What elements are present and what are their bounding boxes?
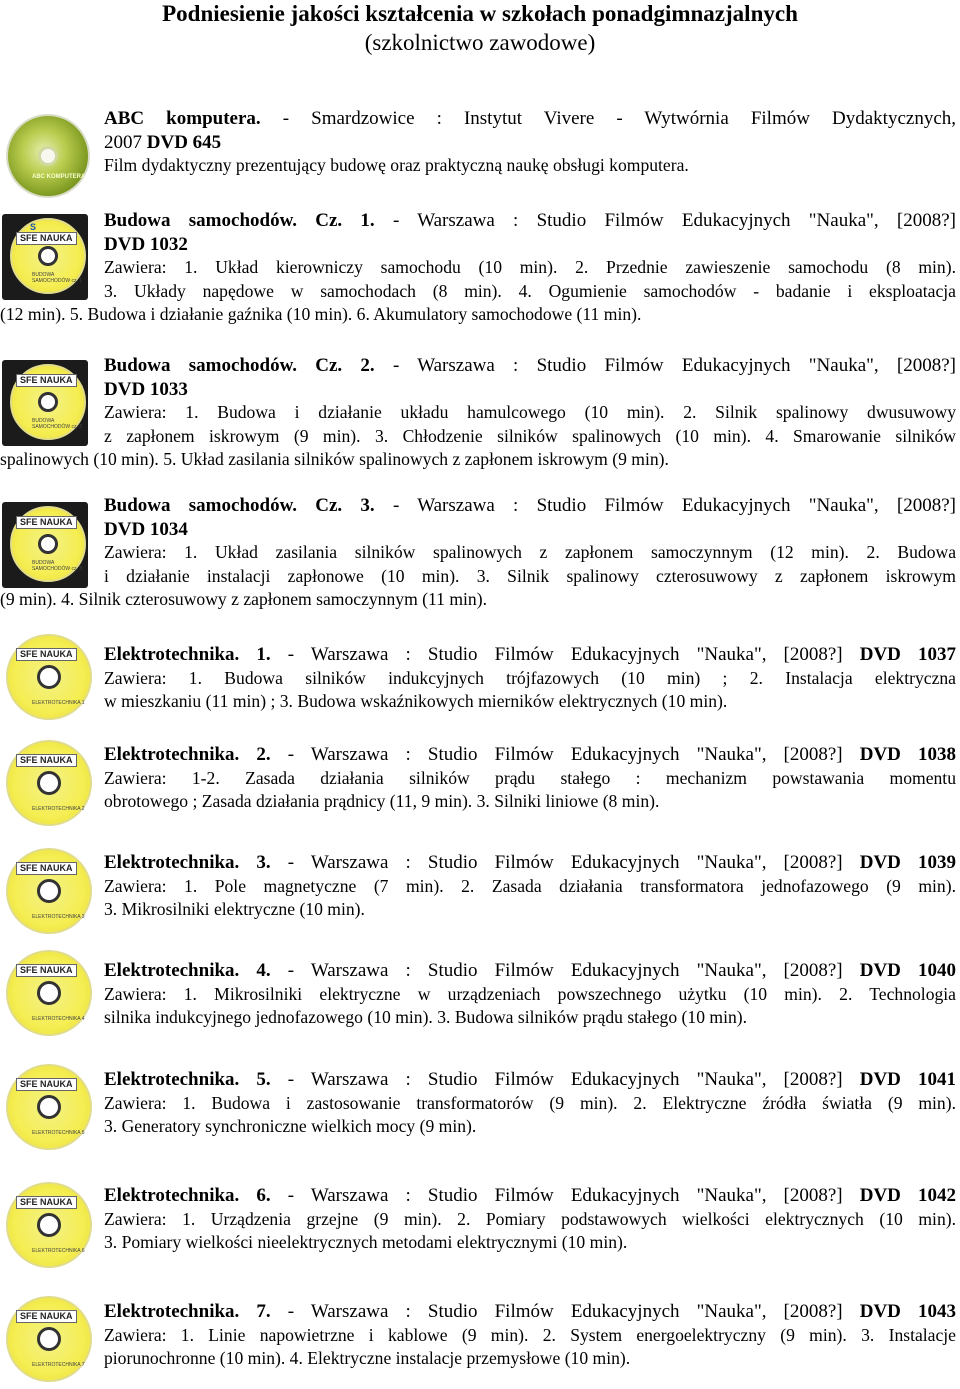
entry-elektrotechnika-7 [0,1300,960,1380]
entry-description: (9 min). 4. Silnik czterosuwowy z zapłonem samoczynnym (11 min). [0,589,487,609]
entry-description: w mieszkaniu (11 min) ; 3. Budowa wskaźnikowych mierników elektrycznych (10 min). [104,691,728,711]
entry-description: Zawiera: 1. Urządzenia grzejne (9 min). 2. Pomiary podstawowych wielkości elektrycznych (10 min). [104,1208,956,1229]
page-subtitle: (szkolnictwo zawodowe) [364,30,596,55]
entry-heading: Elektrotechnika. 4. - Warszawa : Studio Filmów Edukacyjnych "Nauka", [2008?] DVD 1040 [104,960,956,981]
entry-elektrotechnika-4 [0,959,960,1039]
entry-abc-komputera [0,107,960,187]
entry-description: Zawiera: 1. Układ kierowniczy samochodu (10 min). 2. Przednie zawieszenie samochodu (8 min). [104,257,956,277]
entry-description: Zawiera: 1. Budowa silników indukcyjnych trójfazowych (10 min) ; 2. Instalacja elektryczna [104,667,956,688]
dvd-cover-elektrotechnika-4: SFE NAUKA ELEKTROTECHNIKA 4 [2,948,94,1040]
entry-dvd: DVD 1032 [104,233,188,255]
dvd-cover-elektrotechnika-6: SFE NAUKA ELEKTROTECHNIKA 6 [2,1180,94,1272]
entry-heading: Budowa samochodów. Cz. 2. - Warszawa : Studio Filmów Edukacyjnych "Nauka", [2008?] [104,355,956,376]
entry-description: Zawiera: 1. Linie napowietrzne i kablowe (9 min). 2. System energoelektryczny (9 min). 3. Instalacje [104,1324,956,1345]
entry-description: Zawiera: 1-2. Zasada działania silników prądu stałego : mechanizm powstawania momentu [104,767,956,788]
disc-label: ABC KOMPUTERA [32,174,86,180]
entry-description: spalinowych (10 min). 5. Układ zasilania silników spalinowych z zapłonem iskrowym (9 min). [0,449,669,469]
entry-description: Film dydaktyczny prezentujący budowę oraz praktyczną naukę obsługi komputera. [104,155,689,175]
entry-elektrotechnika-3 [0,851,960,931]
entry-elektrotechnika-1 [0,643,960,723]
entry-heading: Budowa samochodów. Cz. 1. - Warszawa : Studio Filmów Edukacyjnych "Nauka", [2008?] [104,210,956,231]
entry-description: 3. Generatory synchroniczne wielkich mocy (9 min). [104,1116,477,1136]
entry-heading: Elektrotechnika. 6. - Warszawa : Studio Filmów Edukacyjnych "Nauka", [2008?] DVD 1042 [104,1185,956,1206]
entry-description: piorunochronne (10 min). 4. Elektryczne instalacje przemysłowe (10 min). [104,1348,631,1368]
entry-heading: Elektrotechnika. 2. - Warszawa : Studio Filmów Edukacyjnych "Nauka", [2008?] DVD 1038 [104,744,956,765]
entry-elektrotechnika-2 [0,743,960,823]
entry-budowa-samochodow-2 [0,354,960,474]
entry-budowa-samochodow-3 [0,494,960,614]
entry-dvd: DVD 1034 [104,518,188,540]
dvd-cover-car-2: SFE NAUKA BUDOWA SAMOCHODÓW cz. 2 [2,356,90,448]
entry-description: z zapłonem iskrowym (9 min). 3. Chłodzenie silników spalinowych (10 min). 4. Smarowanie silników [104,425,956,446]
entry-heading: Elektrotechnika. 7. - Warszawa : Studio Filmów Edukacyjnych "Nauka", [2008?] DVD 1043 [104,1301,956,1322]
entry-dvd: 2007 DVD 645 [104,131,222,153]
entry-elektrotechnika-6 [0,1184,960,1264]
entry-heading: Elektrotechnika. 5. - Warszawa : Studio Filmów Edukacyjnych "Nauka", [2008?] DVD 1041 [104,1069,956,1090]
entry-description: 3. Mikrosilniki elektryczne (10 min). [104,899,365,919]
entry-description: (12 min). 5. Budowa i działanie gaźnika (10 min). 6. Akumulatory samochodowe (11 min). [0,304,642,324]
entry-description: silnika indukcyjnego jednofazowego (10 min). 3. Budowa silników prądu stałego (10 min). [104,1007,748,1027]
entry-description: Zawiera: 1. Mikrosilniki elektryczne w urządzeniach powszechnego użytku (10 min). 2. Technologia [104,983,956,1004]
entry-description: 3. Pomiary wielkości nieelektrycznych metodami elektrycznymi (10 min). [104,1232,628,1252]
dvd-cover-car-1: S SFE NAUKA BUDOWA SAMOCHODÓW cz. 1 [2,210,90,302]
entry-heading: Budowa samochodów. Cz. 3. - Warszawa : Studio Filmów Edukacyjnych "Nauka", [2008?] [104,495,956,516]
entry-description: Zawiera: 1. Pole magnetyczne (7 min). 2. Zasada działania transformatora jednofazowego (9 min). [104,875,956,896]
entry-description: i działanie instalacji zapłonowe (10 min). 3. Silnik spalinowy czterosuwowy z zapłonem iskrowym [104,565,956,586]
entry-elektrotechnika-5 [0,1068,960,1148]
entry-description: Zawiera: 1. Budowa i działanie układu hamulcowego (10 min). 2. Silnik spalinowy dwusuwowy [104,402,956,422]
entry-description: Zawiera: 1. Budowa i zastosowanie transformatorów (9 min). 2. Elektryczne źródła światła (9 min). [104,1092,956,1113]
entry-description: Zawiera: 1. Układ zasilania silników spalinowych z zapłonem samoczynnym (12 min). 2. Budowa [104,542,956,562]
dvd-cover-elektrotechnika-5: SFE NAUKA ELEKTROTECHNIKA 5 [2,1062,94,1154]
entry-description: obrotowego ; Zasada działania prądnicy (11, 9 min). 3. Silniki liniowe (8 min). [104,791,660,811]
dvd-cover-elektrotechnika-1: SFE NAUKA ELEKTROTECHNIKA 1 [2,632,94,724]
dvd-cover-elektrotechnika-7: SFE NAUKA ELEKTROTECHNIKA 7 [2,1294,94,1386]
entry-heading: ABC komputera. - Smardzowice : Instytut Vivere - Wytwórnia Filmów Dydaktycznych, [104,108,957,129]
entry-heading: Elektrotechnika. 3. - Warszawa : Studio Filmów Edukacyjnych "Nauka", [2008?] DVD 1039 [104,852,956,873]
page-title: Podniesienie jakości kształcenia w szkołach ponadgimnazjalnych [162,1,798,26]
entry-dvd: DVD 1033 [104,378,188,400]
entry-budowa-samochodow-1 [0,209,960,329]
dvd-cover-car-3: SFE NAUKA BUDOWA SAMOCHODÓW cz. 3 [2,498,90,590]
entry-heading: Elektrotechnika. 1. - Warszawa : Studio Filmów Edukacyjnych "Nauka", [2008?] DVD 1037 [104,644,956,665]
dvd-cover-elektrotechnika-2: SFE NAUKA ELEKTROTECHNIKA 2 [2,738,94,830]
dvd-cover-elektrotechnika-3: SFE NAUKA ELEKTROTECHNIKA 3 [2,846,94,938]
entry-description: 3. Układy napędowe w samochodach (8 min). 4. Ogumienie samochodów - badanie i eksploatacja [104,280,956,301]
